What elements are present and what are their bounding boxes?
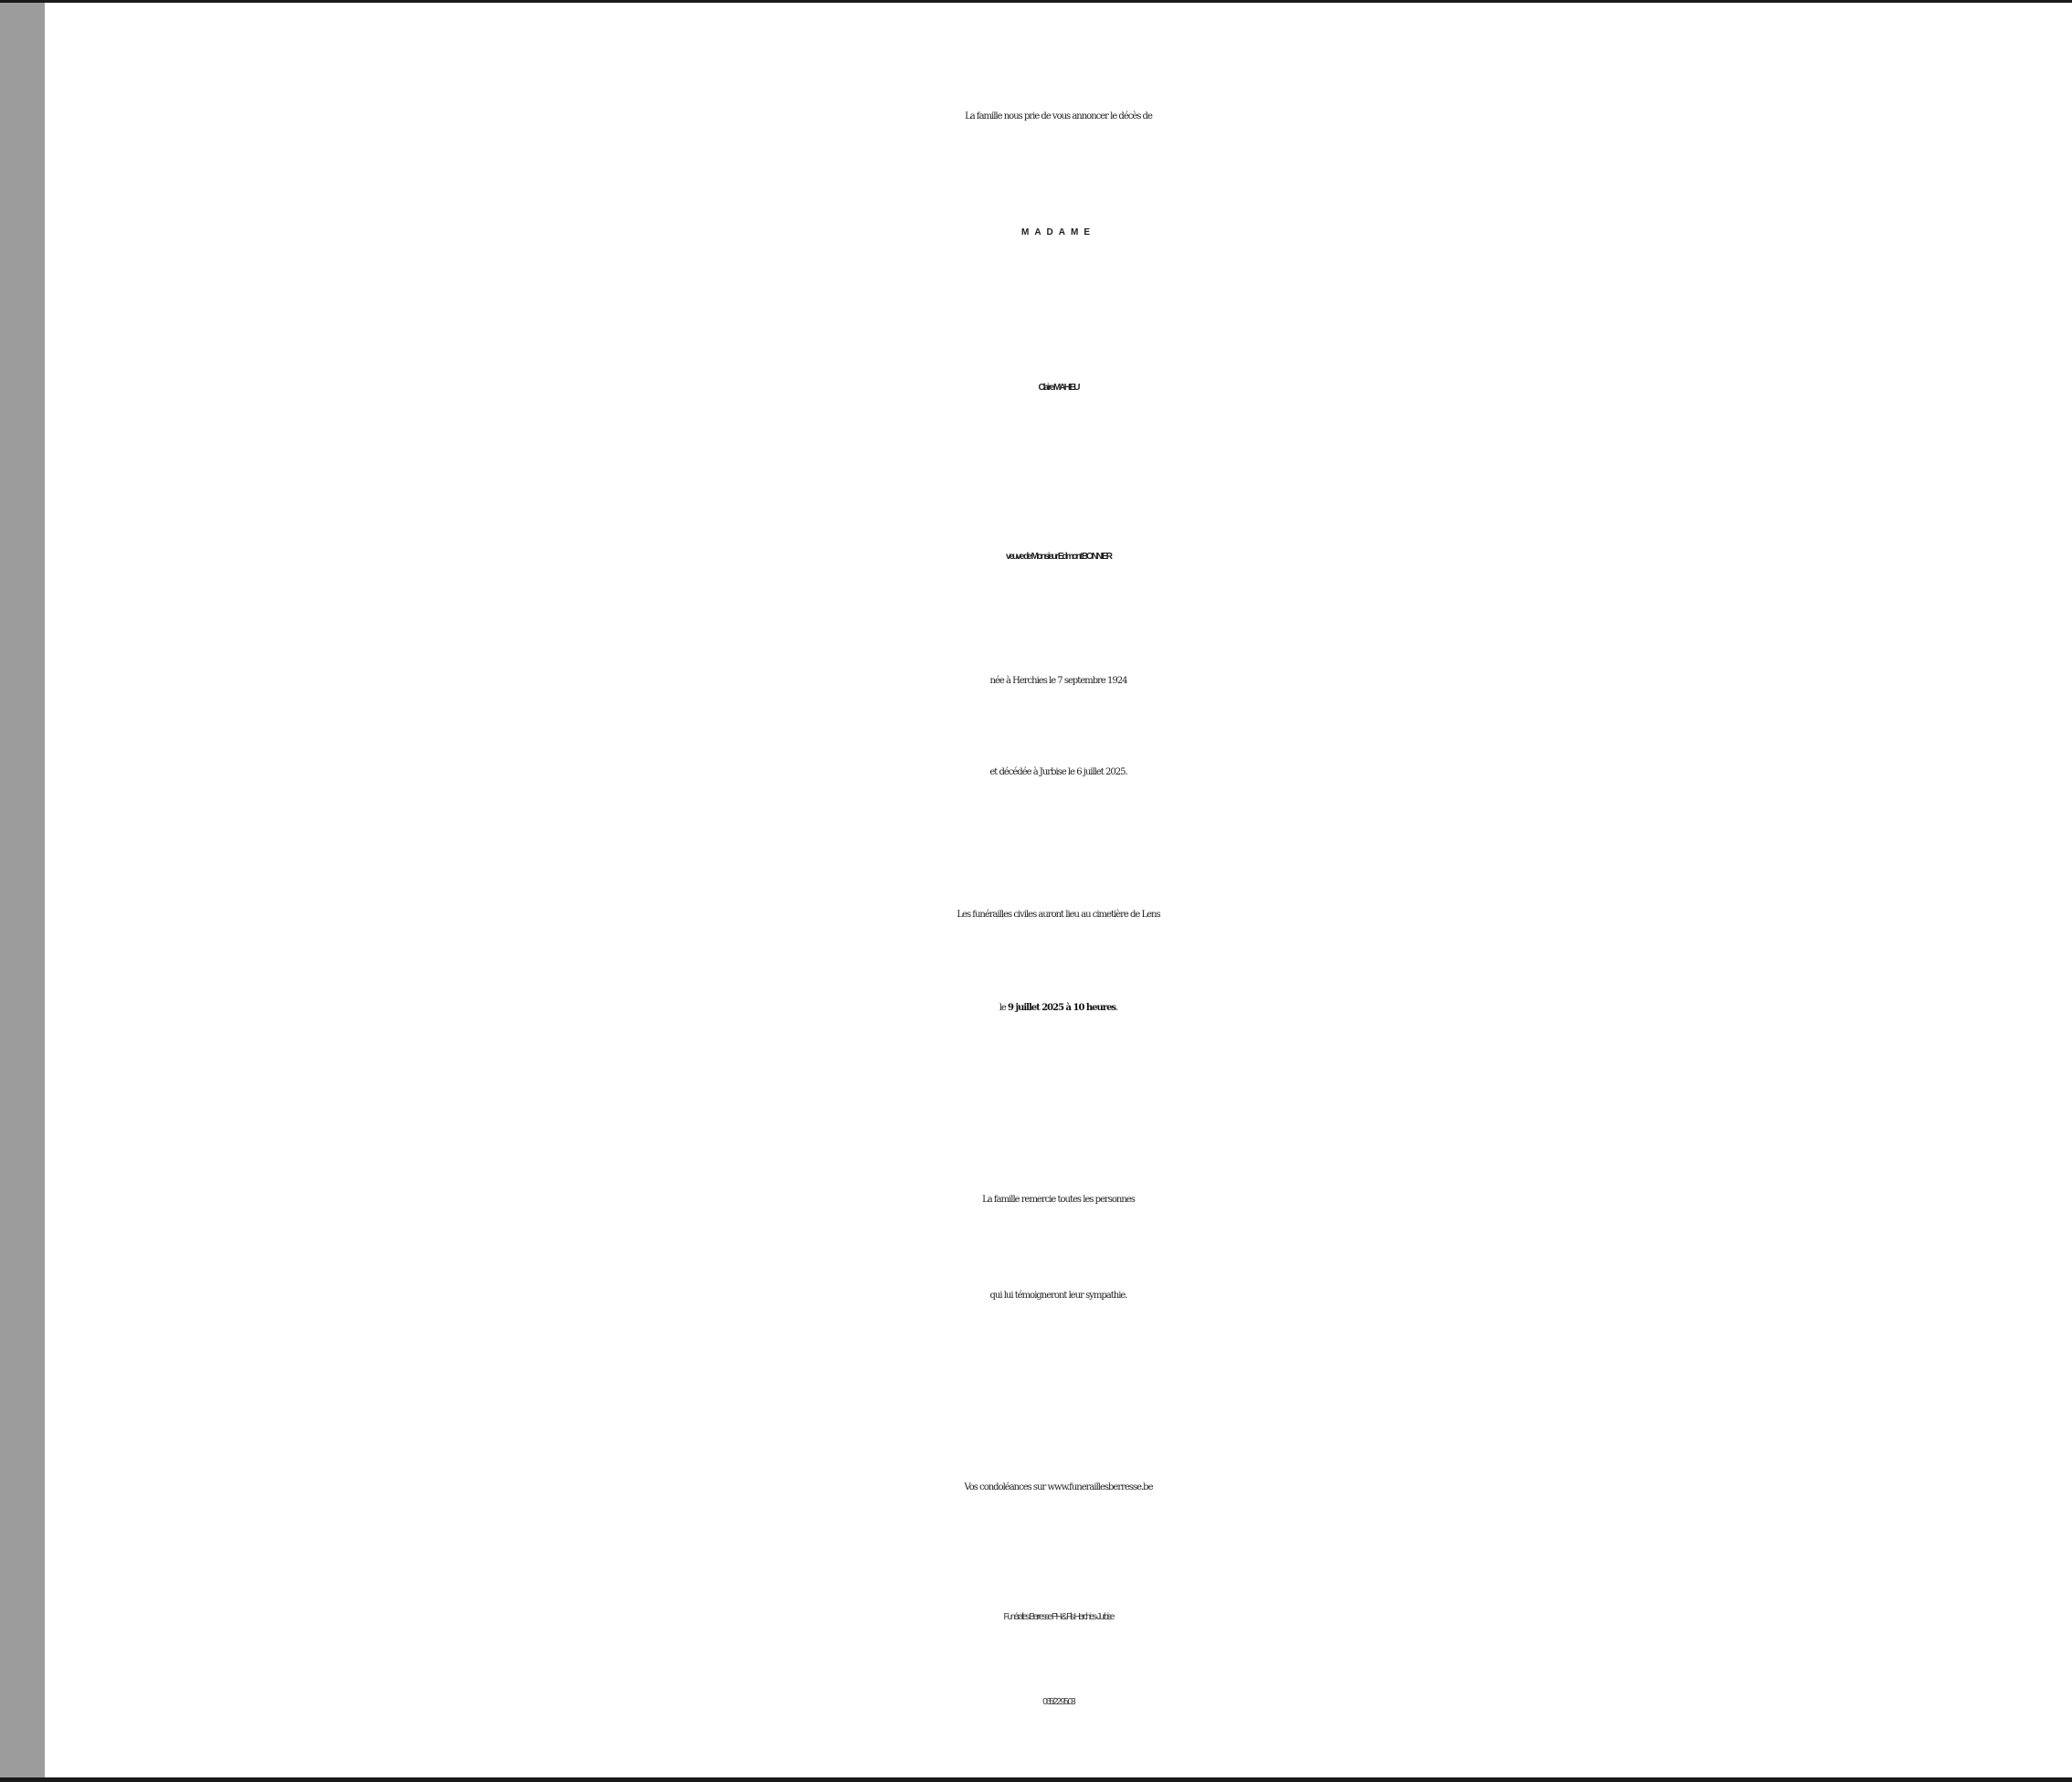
funeral-suffix: .	[1115, 1003, 1118, 1013]
death-line: et décédée à Jurbise le 6 juillet 2025.	[989, 767, 1127, 777]
thanks-line-1: La famille remercie toutes les personnes	[982, 1195, 1135, 1205]
left-margin-bar	[0, 0, 45, 1782]
funeral-home-name: Funérailles Berresse PH & Fils Herchies-Jurbise	[1003, 1612, 1114, 1622]
intro-text: La famille nous prie de vous annoncer le décès de	[965, 111, 1152, 121]
spouse-line: veuve de Monsieur Edmont BONNIER	[1006, 552, 1111, 562]
honorific-title: MADAME	[1021, 227, 1095, 237]
birth-line: née à Herchies le 7 septembre 1924	[989, 676, 1127, 686]
funeral-home-phone: 065/22.95.03	[1042, 1697, 1074, 1707]
deceased-name: Claire MAHIEU	[1038, 383, 1079, 393]
thanks-line-2: qui lui témoigneront leur sympathie.	[989, 1291, 1127, 1301]
top-border	[0, 0, 2072, 3]
condolences-line: Vos condoléances sur www.funeraillesberresse.be	[964, 1482, 1153, 1492]
funeral-prefix: le	[999, 1003, 1009, 1013]
funeral-line-1: Les funérailles civiles auront lieu au cimetière de Lens	[957, 910, 1160, 920]
funeral-line-2	[45, 965, 2072, 1051]
bottom-border	[0, 1777, 2072, 1782]
funeral-datetime: 9 juillet 2025 à 10 heures	[1008, 1003, 1116, 1013]
